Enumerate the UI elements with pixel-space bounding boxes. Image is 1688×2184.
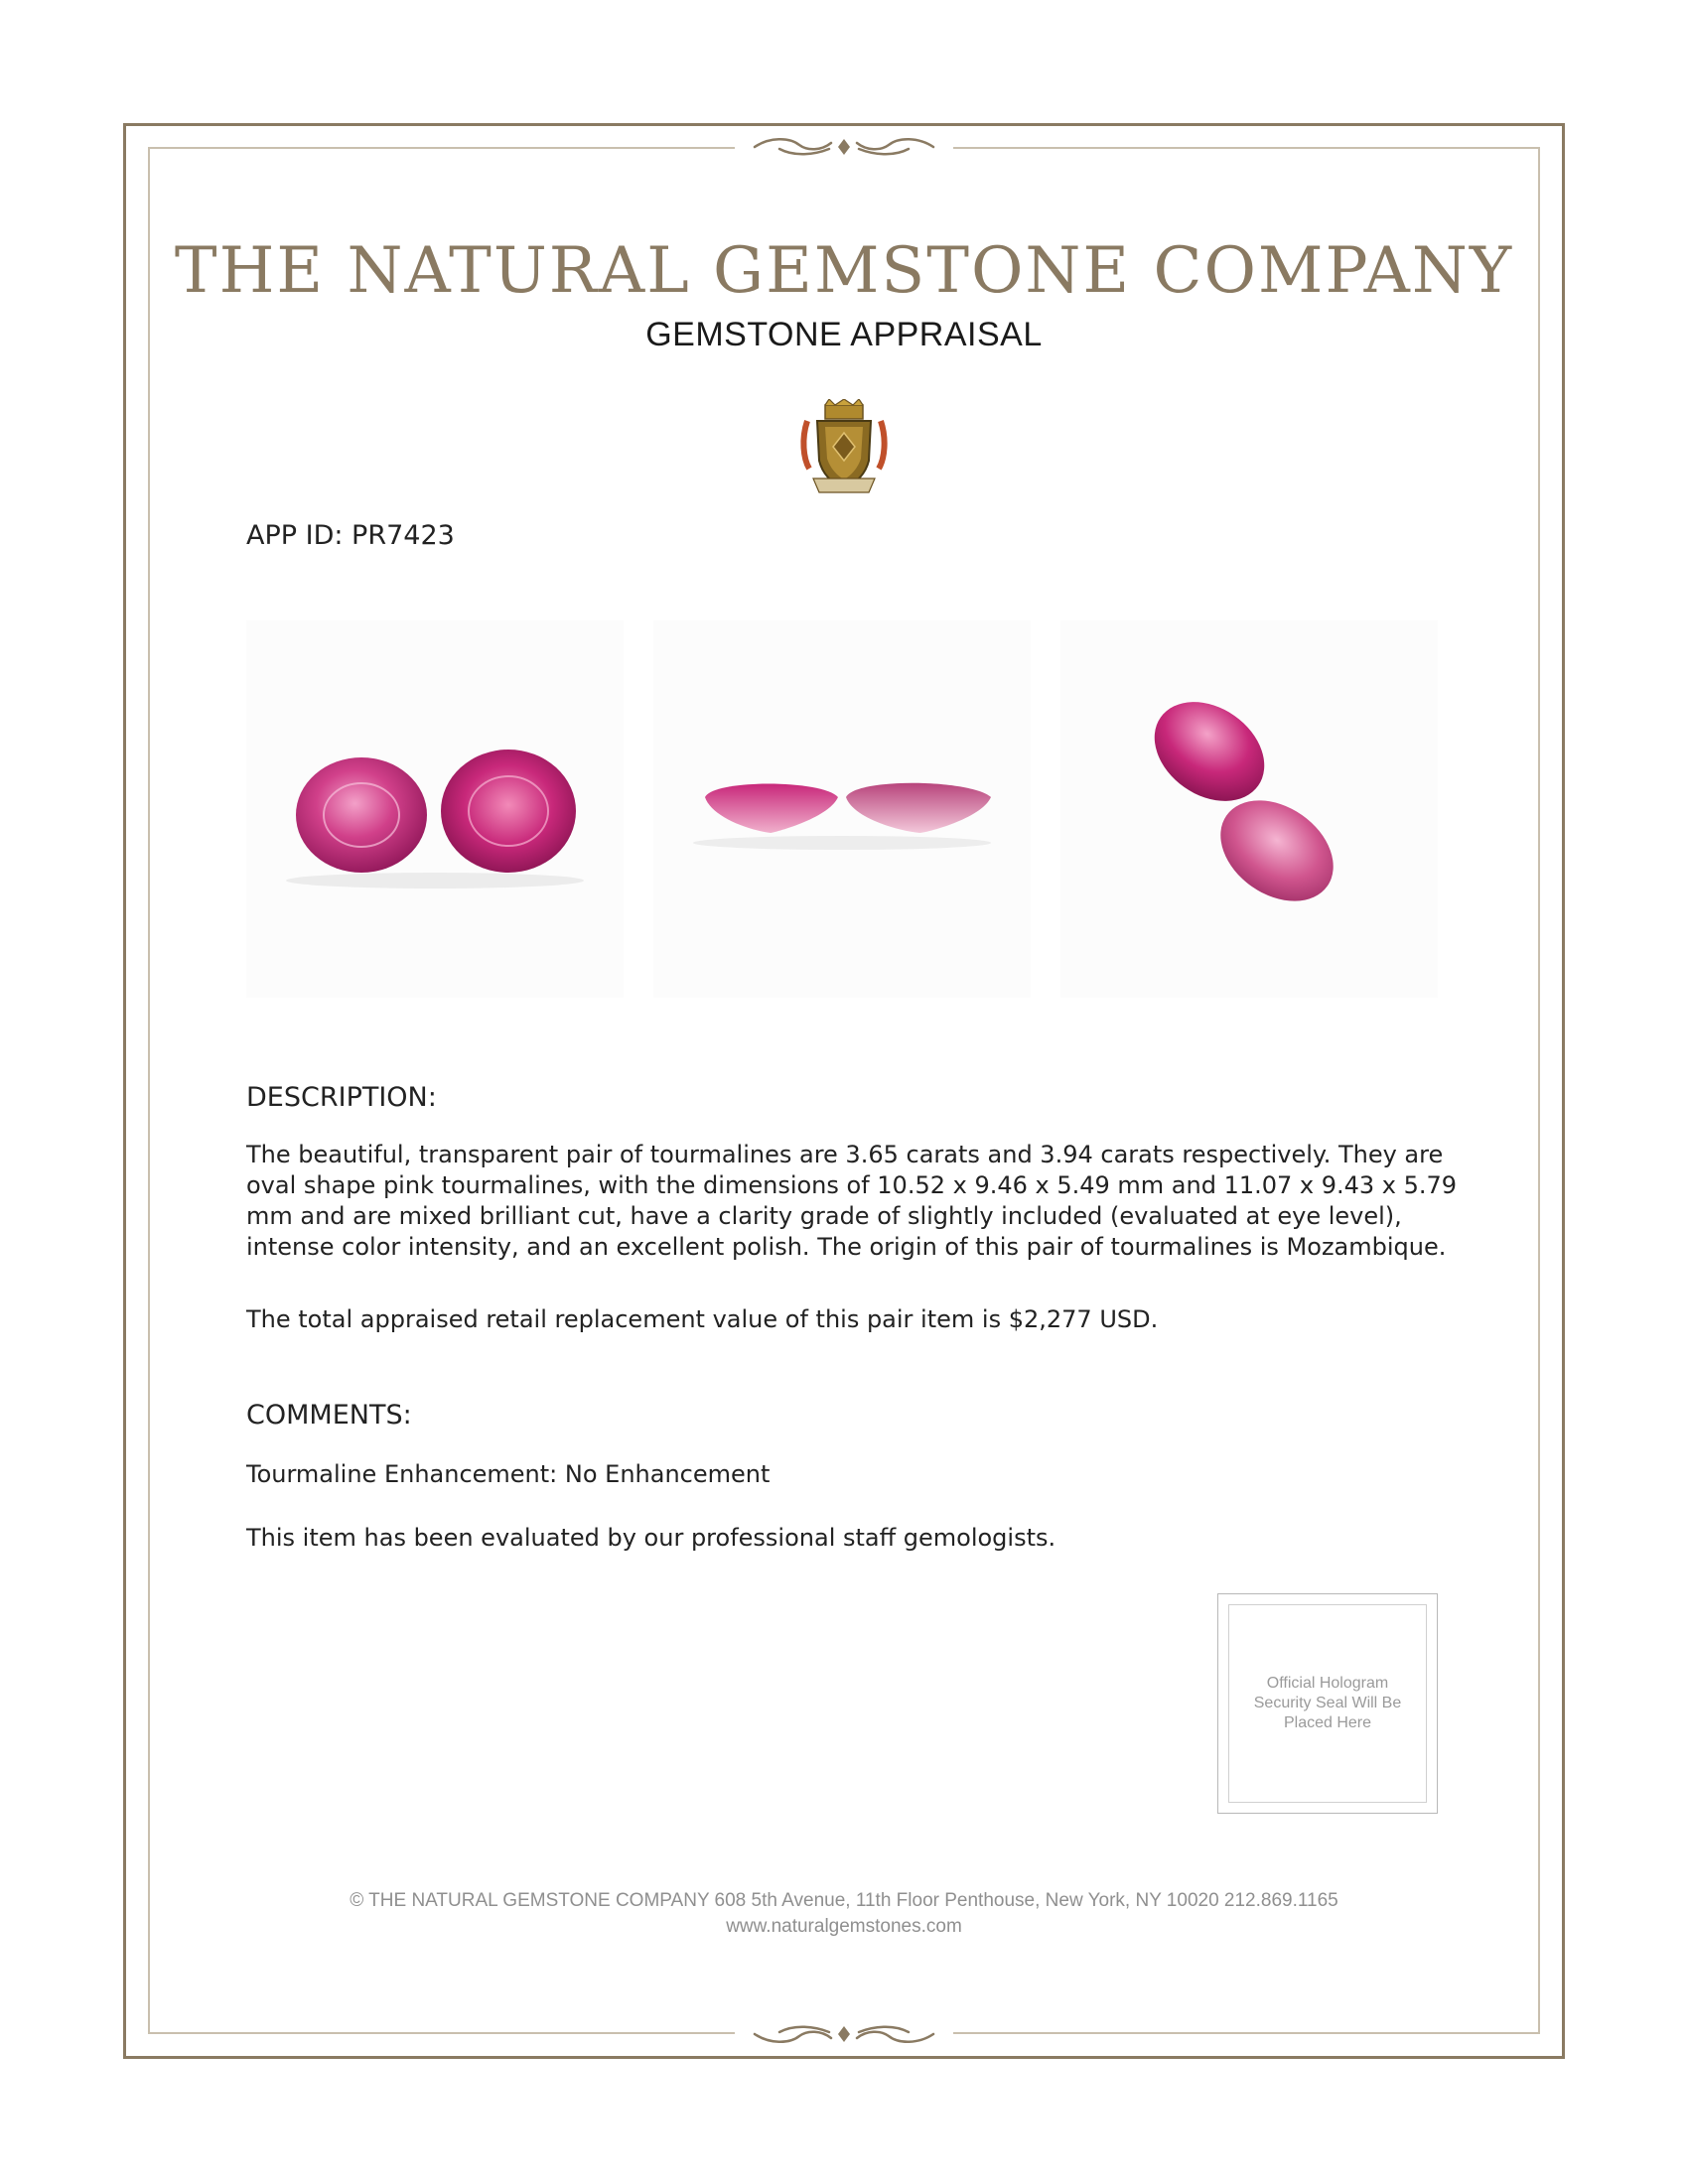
evaluation-text: This item has been evaluated by our professional staff gemologists. [246,1524,1056,1552]
description-heading: DESCRIPTION: [246,1082,437,1113]
bottom-ornament-icon [750,2022,938,2046]
appraised-value: The total appraised retail replacement value of this pair item is $2,277 USD. [246,1305,1159,1333]
footer-address: © THE NATURAL GEMSTONE COMPANY 608 5th Avenue, 11th Floor Penthouse, New York, NY 10020 212.869.1165 [350,1890,1338,1911]
app-id: APP ID: PR7423 [246,520,455,551]
gem-photo-angled-view [1060,620,1438,998]
gem-photo-top-view [246,620,624,998]
top-ornament-icon [750,135,938,159]
footer-website[interactable]: www.naturalgemstones.com [726,1916,962,1937]
company-name: THE NATURAL GEMSTONE COMPANY [174,234,1514,308]
hologram-seal-text: Official Hologram Security Seal Will Be Placed Here [1253,1675,1402,1731]
hologram-seal-box [1217,1593,1438,1814]
crest-logo-icon [799,399,889,498]
document-subtitle: GEMSTONE APPRAISAL [645,316,1043,353]
description-text: The beautiful, transparent pair of tourmalines are 3.65 carats and 3.94 carats respectively. They are oval shape pink tourmalines, with the dimensions of 10.52 x 9.46 x 5.49 mm and 11.07 x 9.43 x 5.79 mm and are mixed brilliant cut, have a clarity grade of slightly included (evaluated at eye level), intense color intensity, and an excellent polish. The origin of this pair of tourmalines is Mozambique. [246,1141,1458,1261]
enhancement-text: Tourmaline Enhancement: No Enhancement [246,1460,771,1488]
comments-heading: COMMENTS: [246,1400,412,1431]
gem-photo-side-view [653,620,1031,998]
